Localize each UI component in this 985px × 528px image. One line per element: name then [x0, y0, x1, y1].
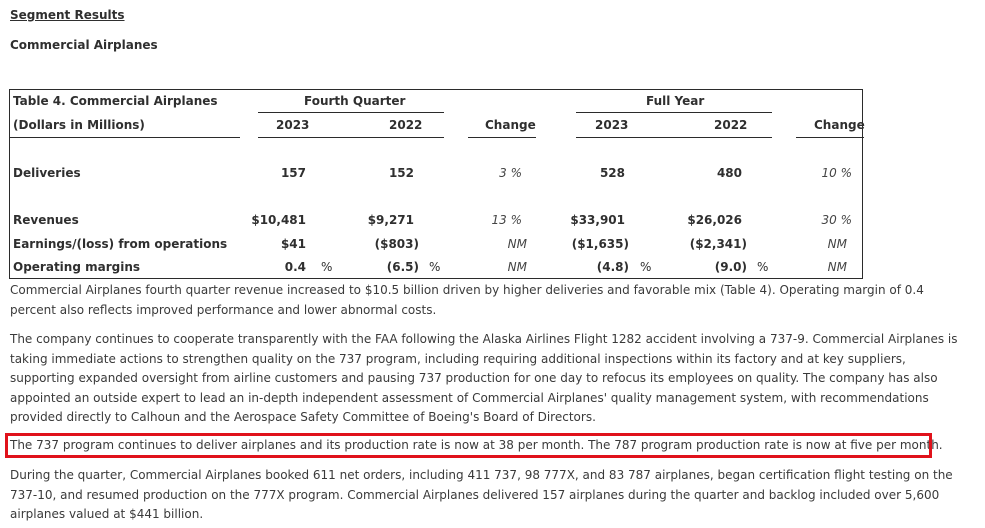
header-q-change: Change	[485, 118, 536, 132]
cell-y-2022: 480	[716, 166, 742, 180]
header-rule-label	[10, 137, 240, 138]
cell-q-2022: 152	[388, 166, 414, 180]
cell-q-2023: 0.4	[284, 260, 306, 274]
row-label: Earnings/(loss) from operations	[13, 237, 228, 251]
fourth-quarter-rule	[258, 112, 444, 113]
cell-q-change: NM	[507, 237, 527, 251]
header-full-year: Full Year	[646, 94, 705, 108]
cell-y-change: 10 %	[821, 166, 852, 180]
header-q-2022: 2022	[389, 118, 423, 132]
cell-y-change: 30 %	[821, 213, 852, 227]
header-fourth-quarter: Fourth Quarter	[304, 94, 406, 108]
paragraph-revenue: Commercial Airplanes fourth quarter revenue increased to $10.5 billion driven by higher deliveries and favorable mix (Table 4). Operating margin of 0.4 percent also reflects improved performance and lower abnormal costs.	[10, 283, 924, 317]
paragraph-orders: During the quarter, Commercial Airplanes booked 611 net orders, including 411 737, 98 777X, and 83 787 airplanes, began certification flight testing on the 737-10, and resumed production on the 777X program. Commercial Airplanes delivered 157 airplanes during the quarter and backlog included over 5,600 airplanes valued at $441 billion.	[10, 468, 953, 522]
row-label: Revenues	[13, 213, 79, 227]
cell-q-2022: $9,271	[367, 213, 414, 227]
highlight-box	[5, 433, 932, 458]
cell-y-2023: ($1,635)	[571, 237, 629, 251]
cell-q-change: 13 %	[491, 213, 522, 227]
table-units: (Dollars in Millions)	[13, 118, 145, 132]
header-q-2023: 2023	[276, 118, 310, 132]
table-title: Table 4. Commercial Airplanes	[13, 94, 218, 108]
cell-q-2023: $10,481	[251, 213, 306, 227]
cell-q-change: 3 %	[499, 166, 522, 180]
subheading-commercial-airplanes: Commercial Airplanes	[10, 38, 158, 52]
cell-y-2023: (4.8)	[596, 260, 629, 274]
cell-y-change: NM	[827, 237, 847, 251]
paragraph-production-rate: The 737 program continues to deliver airplanes and its production rate is now at 38 per month. The 787 program production rate is now at five per month.	[10, 438, 943, 452]
percent-sign: %	[640, 260, 652, 274]
header-y-2023: 2023	[595, 118, 629, 132]
header-rule-qchg	[468, 137, 536, 138]
percent-sign: %	[321, 260, 333, 274]
full-year-rule	[576, 112, 772, 113]
row-label: Deliveries	[13, 166, 81, 180]
paragraph-faa-cooperation: The company continues to cooperate transparently with the FAA following the Alaska Airlines Flight 1282 accident involving a 737-9. Commercial Airplanes is taking immediate actions to strengthen quality on the 737 program, including requiring additional inspections within its factory and at key suppliers, supporting expanded oversight from airline customers and pausing 737 production for one day to refocus its employees on quality. The company has also appointed an outside expert to lead an in-depth independent assessment of Commercial Airplanes' quality management system, with recommendations provided directly to Calhoun and the Aerospace Safety Committee of Boeing's Board of Directors.	[10, 332, 958, 425]
header-y-2022: 2022	[714, 118, 748, 132]
header-rule-q	[258, 137, 444, 138]
cell-y-2022: (9.0)	[714, 260, 747, 274]
cell-q-change: NM	[507, 260, 527, 274]
header-rule-y	[576, 137, 772, 138]
header-rule-ychg	[796, 137, 864, 138]
percent-sign: %	[757, 260, 769, 274]
cell-y-2023: $33,901	[570, 213, 625, 227]
cell-q-2023: $41	[280, 237, 306, 251]
cell-q-2023: 157	[280, 166, 306, 180]
cell-y-2023: 528	[599, 166, 625, 180]
header-y-change: Change	[814, 118, 865, 132]
section-heading-segment-results: Segment Results	[10, 8, 125, 22]
row-label: Operating margins	[13, 260, 141, 274]
percent-sign: %	[429, 260, 441, 274]
cell-q-2022: (6.5)	[386, 260, 419, 274]
cell-y-2022: ($2,341)	[689, 237, 747, 251]
commercial-airplanes-table	[9, 89, 863, 279]
cell-y-change: NM	[827, 260, 847, 274]
cell-y-2022: $26,026	[687, 213, 742, 227]
cell-q-2022: ($803)	[374, 237, 419, 251]
